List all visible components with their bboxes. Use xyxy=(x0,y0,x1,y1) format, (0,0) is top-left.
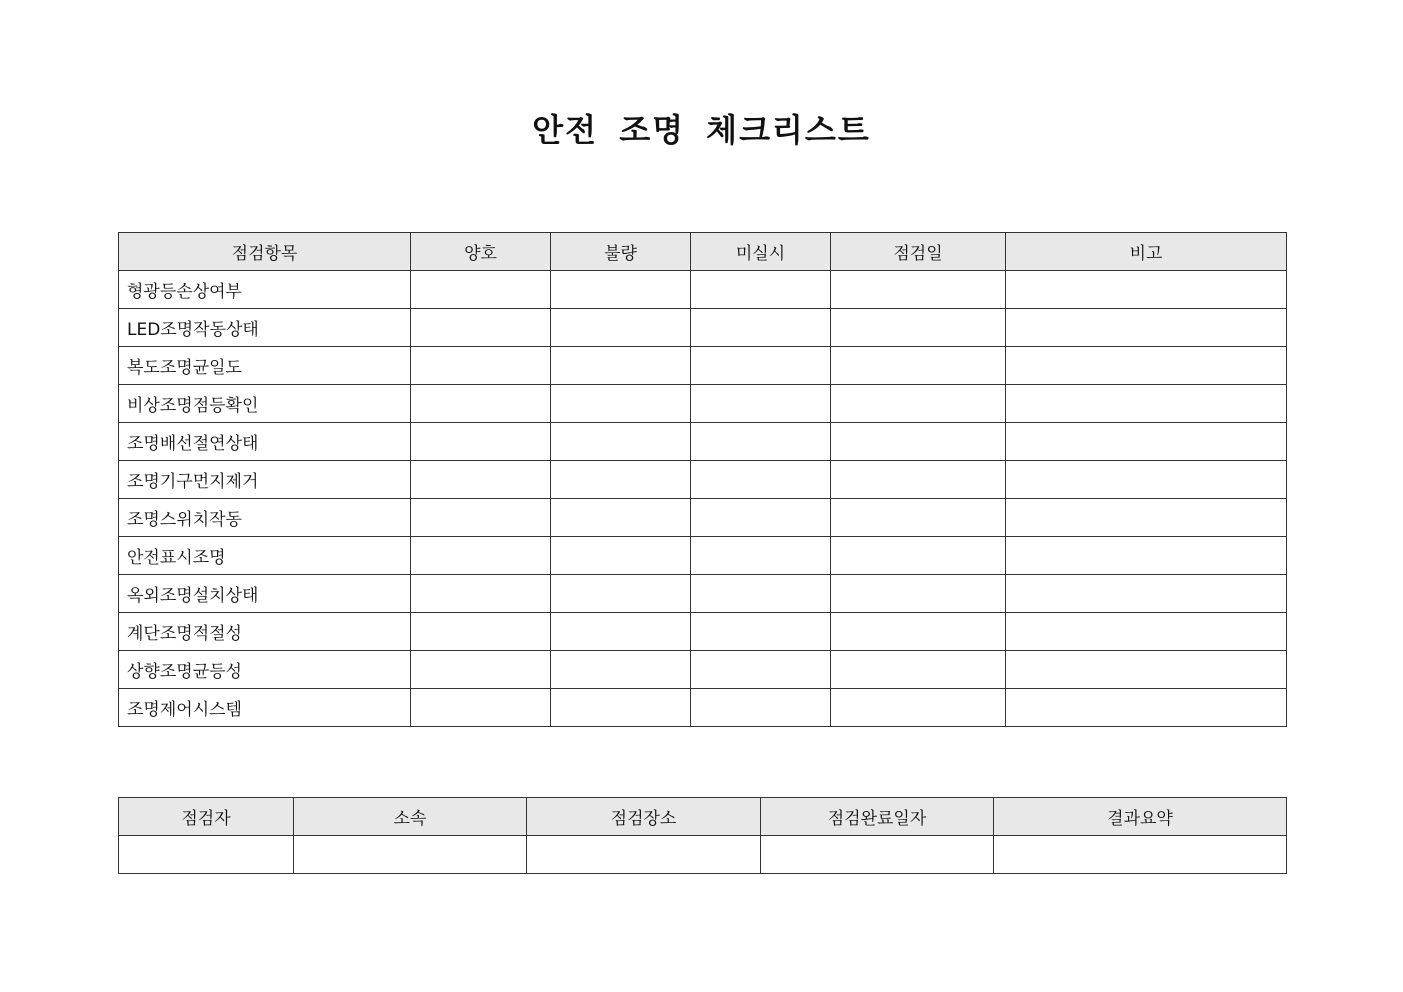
inspector-cell[interactable] xyxy=(119,836,294,874)
inspection-item-cell: 조명배선절연상태 xyxy=(119,423,411,461)
header-remarks: 비고 xyxy=(1006,233,1287,271)
header-result-summary: 결과요약 xyxy=(994,798,1287,836)
inspection-date-cell[interactable] xyxy=(831,347,1006,385)
defective-cell[interactable] xyxy=(551,347,691,385)
defective-cell[interactable] xyxy=(551,651,691,689)
remarks-cell[interactable] xyxy=(1006,309,1287,347)
header-inspection-location: 점검장소 xyxy=(527,798,761,836)
header-affiliation: 소속 xyxy=(294,798,527,836)
defective-cell[interactable] xyxy=(551,499,691,537)
checklist-table xyxy=(118,232,1287,727)
inspection-date-cell[interactable] xyxy=(831,271,1006,309)
good-cell[interactable] xyxy=(411,461,551,499)
defective-cell[interactable] xyxy=(551,271,691,309)
inspection-date-cell[interactable] xyxy=(831,423,1006,461)
checklist-row xyxy=(119,575,1287,613)
remarks-cell[interactable] xyxy=(1006,385,1287,423)
affiliation-cell[interactable] xyxy=(294,836,527,874)
inspection-date-cell[interactable] xyxy=(831,575,1006,613)
not-performed-cell[interactable] xyxy=(691,651,831,689)
not-performed-cell[interactable] xyxy=(691,309,831,347)
remarks-cell[interactable] xyxy=(1006,499,1287,537)
checklist-row xyxy=(119,309,1287,347)
defective-cell[interactable] xyxy=(551,461,691,499)
good-cell[interactable] xyxy=(411,575,551,613)
good-cell[interactable] xyxy=(411,385,551,423)
inspection-item-cell: 형광등손상여부 xyxy=(119,271,411,309)
header-good: 양호 xyxy=(411,233,551,271)
inspection-date-cell[interactable] xyxy=(831,461,1006,499)
not-performed-cell[interactable] xyxy=(691,423,831,461)
summary-input-row xyxy=(119,836,1287,874)
not-performed-cell[interactable] xyxy=(691,613,831,651)
checklist-row xyxy=(119,461,1287,499)
defective-cell[interactable] xyxy=(551,575,691,613)
inspection-item-cell: 조명스위치작동 xyxy=(119,499,411,537)
inspection-date-cell[interactable] xyxy=(831,537,1006,575)
defective-cell[interactable] xyxy=(551,309,691,347)
inspection-item-cell: 안전표시조명 xyxy=(119,537,411,575)
header-inspection-item: 점검항목 xyxy=(119,233,411,271)
checklist-row xyxy=(119,537,1287,575)
not-performed-cell[interactable] xyxy=(691,537,831,575)
inspection-date-cell[interactable] xyxy=(831,385,1006,423)
inspection-item-cell: 조명기구먼지제거 xyxy=(119,461,411,499)
inspection-date-cell[interactable] xyxy=(831,689,1006,727)
remarks-cell[interactable] xyxy=(1006,347,1287,385)
inspection-date-cell[interactable] xyxy=(831,651,1006,689)
checklist-row xyxy=(119,689,1287,727)
header-defective: 불량 xyxy=(551,233,691,271)
inspection-item-cell: 복도조명균일도 xyxy=(119,347,411,385)
checklist-header-row xyxy=(119,233,1287,271)
page-title: 안전 조명 체크리스트 xyxy=(532,111,871,149)
remarks-cell[interactable] xyxy=(1006,575,1287,613)
completion-date-cell[interactable] xyxy=(761,836,994,874)
defective-cell[interactable] xyxy=(551,537,691,575)
remarks-cell[interactable] xyxy=(1006,689,1287,727)
remarks-cell[interactable] xyxy=(1006,271,1287,309)
inspection-item-cell: 조명제어시스템 xyxy=(119,689,411,727)
result-summary-cell[interactable] xyxy=(994,836,1287,874)
inspection-item-cell: LED조명작동상태 xyxy=(119,309,411,347)
not-performed-cell[interactable] xyxy=(691,689,831,727)
not-performed-cell[interactable] xyxy=(691,347,831,385)
good-cell[interactable] xyxy=(411,423,551,461)
inspection-date-cell[interactable] xyxy=(831,499,1006,537)
remarks-cell[interactable] xyxy=(1006,423,1287,461)
good-cell[interactable] xyxy=(411,537,551,575)
header-not-performed: 미실시 xyxy=(691,233,831,271)
remarks-cell[interactable] xyxy=(1006,461,1287,499)
not-performed-cell[interactable] xyxy=(691,385,831,423)
not-performed-cell[interactable] xyxy=(691,499,831,537)
remarks-cell[interactable] xyxy=(1006,537,1287,575)
inspection-item-cell: 상향조명균등성 xyxy=(119,651,411,689)
good-cell[interactable] xyxy=(411,613,551,651)
good-cell[interactable] xyxy=(411,309,551,347)
summary-table xyxy=(118,797,1287,874)
inspection-date-cell[interactable] xyxy=(831,613,1006,651)
good-cell[interactable] xyxy=(411,651,551,689)
header-inspection-date: 점검일 xyxy=(831,233,1006,271)
good-cell[interactable] xyxy=(411,271,551,309)
summary-header-row xyxy=(119,798,1287,836)
header-completion-date: 점검완료일자 xyxy=(761,798,994,836)
remarks-cell[interactable] xyxy=(1006,651,1287,689)
not-performed-cell[interactable] xyxy=(691,461,831,499)
defective-cell[interactable] xyxy=(551,423,691,461)
not-performed-cell[interactable] xyxy=(691,271,831,309)
checklist-row xyxy=(119,499,1287,537)
inspection-item-cell: 비상조명점등확인 xyxy=(119,385,411,423)
checklist-row xyxy=(119,271,1287,309)
checklist-row xyxy=(119,385,1287,423)
inspection-item-cell: 계단조명적절성 xyxy=(119,613,411,651)
header-inspector: 점검자 xyxy=(119,798,294,836)
inspection-date-cell[interactable] xyxy=(831,309,1006,347)
good-cell[interactable] xyxy=(411,347,551,385)
checklist-row xyxy=(119,613,1287,651)
defective-cell[interactable] xyxy=(551,385,691,423)
inspection-item-cell: 옥외조명설치상태 xyxy=(119,575,411,613)
defective-cell[interactable] xyxy=(551,689,691,727)
checklist-row xyxy=(119,347,1287,385)
checklist-row xyxy=(119,651,1287,689)
not-performed-cell[interactable] xyxy=(691,575,831,613)
remarks-cell[interactable] xyxy=(1006,613,1287,651)
good-cell[interactable] xyxy=(411,689,551,727)
inspection-location-cell[interactable] xyxy=(527,836,761,874)
checklist-row xyxy=(119,423,1287,461)
defective-cell[interactable] xyxy=(551,613,691,651)
good-cell[interactable] xyxy=(411,499,551,537)
